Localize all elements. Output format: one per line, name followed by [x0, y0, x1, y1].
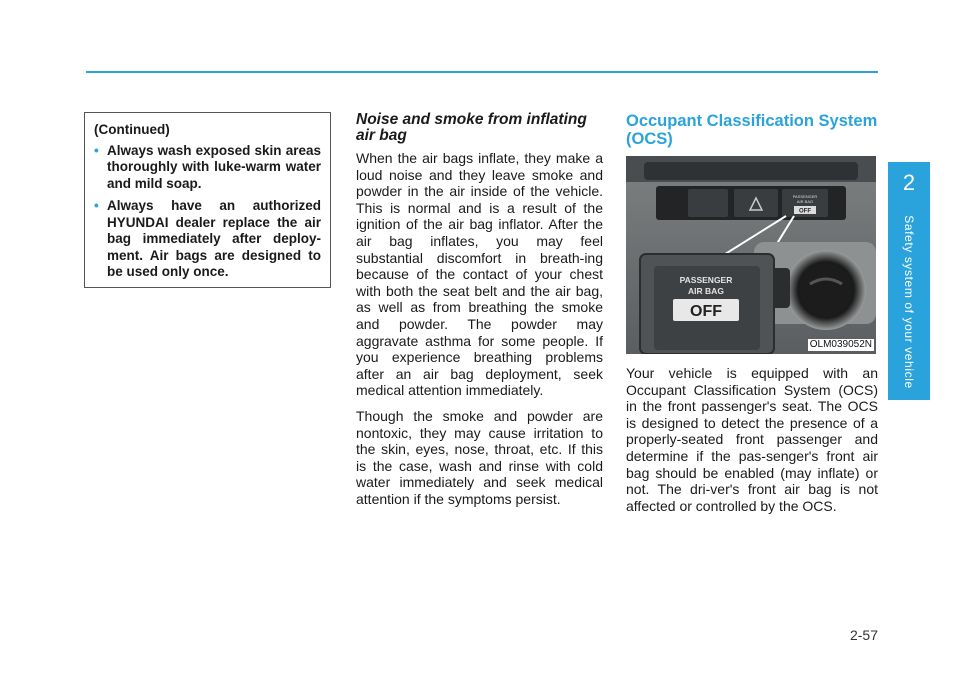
- warning-item: [94, 198, 321, 281]
- top-rule: [86, 71, 878, 73]
- svg-text:PASSENGER: PASSENGER: [792, 194, 818, 199]
- bullet-icon: •: [94, 198, 99, 213]
- inset-label-2: AIR BAG: [688, 286, 724, 296]
- warning-box: [84, 112, 331, 288]
- svg-text:AIR BAG: AIR BAG: [796, 199, 814, 204]
- off-indicator-text: OFF: [690, 303, 722, 320]
- chapter-number: 2: [888, 162, 930, 204]
- warning-item-text: Always wash exposed skin areas thoroughly with luke-warm water and mild soap.: [107, 142, 321, 191]
- ocs-section: [626, 112, 878, 514]
- dashboard-illustration: [626, 156, 876, 354]
- warning-list: [94, 143, 321, 281]
- ocs-heading: Occupant Classification System (OCS): [626, 112, 878, 148]
- ocs-indicator-photo: [626, 156, 876, 354]
- noise-heading: Noise and smoke from inflating air bag: [356, 111, 587, 144]
- noise-paragraph-1: When the air bags inflate, they make a loud noise and they leave smoke and powder in the air inside of the vehicle. This is normal and is a result of the ignition of the air bag inflator. After the air bag inflates, you may feel substantial discomfort in breath-ing because of the contact of your chest with both the seat belt and the air bag, as well as from breathing the smoke and powder. The powder may aggravate asthma for some people. If you experience breathing problems after an air bag deployment, seek medical attention immediately.: [356, 150, 603, 399]
- page-number: 2-57: [849, 627, 878, 643]
- ocs-paragraph: Your vehicle is equipped with an Occupant Classification System (OCS) in the front passenger's seat. The OCS is designed to detect the presence of a properly-seated front passenger and determine if the pas-senger's front air bag should be enabled (may inflate) or not. The dri-ver's front air bag is not affected or controlled by the OCS.: [626, 365, 878, 514]
- warning-item: [94, 143, 321, 193]
- warning-item-text: Always have an authorized HYUNDAI dealer replace the air bag immediately after deploy-ment. Air bags are designed to be used only once.: [107, 198, 321, 279]
- svg-text:OFF: OFF: [799, 208, 811, 215]
- warning-continued: (Continued): [94, 122, 170, 137]
- noise-paragraph-2: Though the smoke and powder are nontoxic, they may cause irritation to the skin, eyes, nose, throat, etc. If this is the case, wash and rinse with cold water immediately and seek medical attention if the symptoms persist.: [356, 407, 603, 507]
- bullet-icon: •: [94, 142, 99, 158]
- inset-label-1: PASSENGER: [679, 275, 733, 285]
- noise-section: [356, 112, 603, 516]
- image-code: OLM039052N: [809, 339, 872, 350]
- chapter-title: Safety system of your vehicle: [902, 215, 916, 389]
